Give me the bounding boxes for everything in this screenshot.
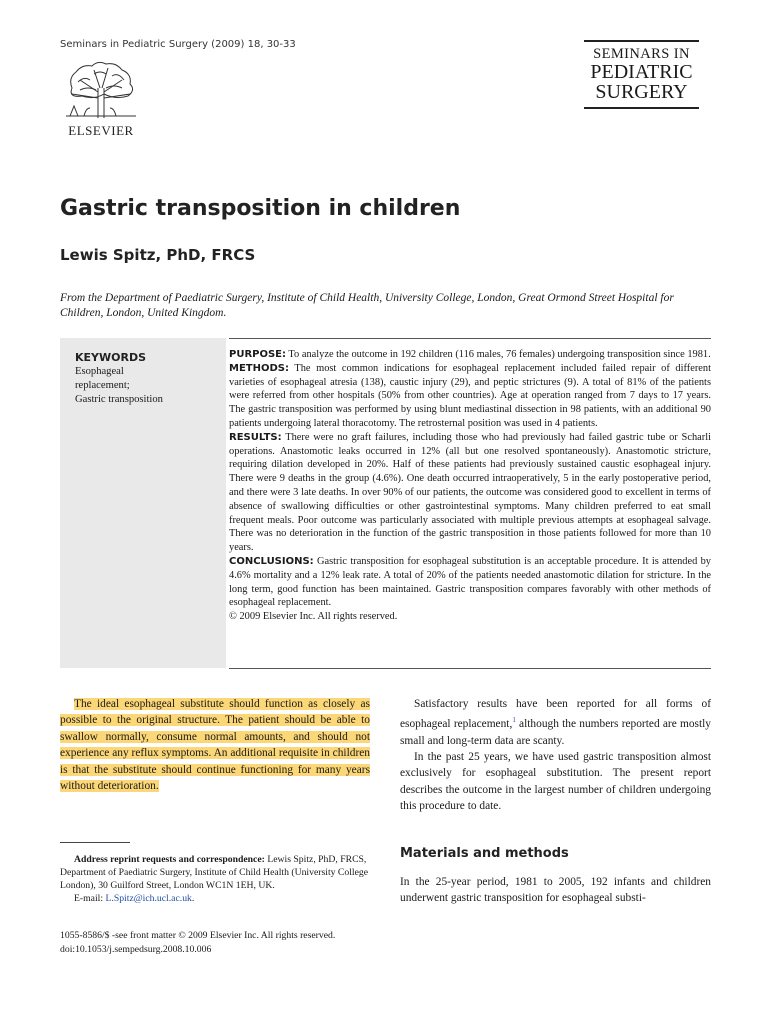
body-column-right	[400, 696, 711, 815]
highlighted-text: The ideal esophageal substitute should function as closely as possible to the original structure. The patient should be able to swallow normally, consume normal amounts, and should not experience any reflux symptoms. An additional requisite in children is that the substitute should continue functioning for many years without deterioration.	[60, 698, 370, 793]
journal-masthead	[584, 40, 699, 109]
issn-footer	[60, 929, 380, 957]
article-author: Lewis Spitz, PhD, FRCS	[60, 246, 256, 264]
right-paragraph-2: In the past 25 years, we have used gastric transposition almost exclusively for esophageal substitution. The present report describes the outcome in the largest number of children undergoing this procedure to date.	[400, 751, 711, 813]
keyword-item: Gastric transposition	[75, 394, 163, 405]
doi-line: doi:10.1053/j.sempedsurg.2008.10.006	[60, 944, 212, 955]
email-link[interactable]: L.Spitz@ich.ucl.ac.uk	[105, 893, 192, 904]
correspondence-footnote	[60, 853, 370, 905]
email-end: .	[191, 893, 195, 904]
keyword-item: Esophageal	[75, 366, 124, 377]
abstract-methods	[229, 362, 711, 431]
purpose-label: PURPOSE:	[229, 349, 287, 360]
elsevier-logo	[58, 58, 144, 139]
author-affiliation: From the Department of Paediatric Surgery, Institute of Child Health, University College, London, Great Ormond Street Hospital for Children, London, United Kingdom.	[60, 292, 674, 319]
correspondence-address: Lewis Spitz, PhD, FRCS, Department of Paediatric Surgery, Institute of Child Health (University College London), 30 Guilford Street, London WC1N 1EH, UK.	[60, 854, 369, 891]
purpose-text: To analyze the outcome in 192 children (116 males, 76 females) undergoing transposition since 1981.	[286, 349, 711, 360]
keywords-list	[75, 365, 163, 407]
section-body	[400, 874, 711, 907]
journal-reference: Seminars in Pediatric Surgery (2009) 18, 30-33	[60, 39, 296, 50]
keyword-item: replacement;	[75, 380, 130, 391]
masthead-line-1: SEMINARS IN	[593, 46, 690, 62]
intro-paragraph	[60, 696, 370, 794]
methods-label: METHODS:	[229, 362, 289, 374]
masthead-rule-bottom	[584, 107, 699, 109]
publisher-wordmark: ELSEVIER	[68, 123, 134, 138]
masthead-rule-top	[584, 40, 699, 42]
issn-line: 1055-8586/$ -see front matter © 2009 Elsevier Inc. All rights reserved.	[60, 930, 336, 941]
body-column-left	[60, 696, 370, 794]
reference-link[interactable]: 1	[512, 716, 516, 725]
results-label: RESULTS:	[229, 431, 282, 443]
abstract-copyright: © 2009 Elsevier Inc. All rights reserved.	[229, 611, 398, 623]
correspondence-label: Address reprint requests and correspondence:	[74, 854, 265, 865]
section-paragraph-1: In the 25-year period, 1981 to 2005, 192 infants and children underwent gastric transposition for esophageal substi-	[400, 876, 711, 905]
keywords-heading: KEYWORDS	[75, 351, 147, 364]
results-text: There were no graft failures, including those who had previously had failed gastric tube or Scharli operations. Anastomotic leaks occurred in 12% (all but one resolved spontaneously). Anastomotic stricture, requiring dilation developed in 20%. Half of these patients had previously sustained caustic esophageal injury. There were 9 deaths in the group (4.6%). One death occurred intraoperatively, 5 in the early postoperative period, and there were 3 late deaths. In over 90% of our patients, the outcome was considered good to excellent in terms of absence of swallowing difficulties or other gastrointestinal symptoms. Many children preferred to eat small frequent meals. Poor outcome was particularly associated with multiple previous attempts at esophageal salvage. There was no deterioration in the function of the gastric transposition in those patients followed for more than 10 years.	[229, 431, 711, 554]
abstract-results	[229, 431, 711, 555]
section-heading: Materials and methods	[400, 846, 569, 861]
right-p1-text-end: although the numbers reported are mostly small and long-term data are scanty.	[400, 718, 711, 747]
footnote-rule	[60, 842, 130, 843]
article-title: Gastric transposition in children	[60, 196, 461, 221]
tree-logo-icon	[58, 58, 144, 120]
masthead-line-2: PEDIATRIC	[590, 60, 693, 83]
right-paragraph-1	[400, 696, 711, 749]
right-p1-text: Satisfactory results have been reported for all forms of esophageal replacement,	[400, 698, 711, 731]
abstract-purpose	[229, 348, 711, 362]
conclusions-text: Gastric transposition for esophageal substitution is an acceptable procedure. It is attended by 4.6% mortality and a 12% leak rate. A total of 20% of the patients needed anastomotic dilation for stricture. In the long term, good function has been maintained. Gastric transposition compares favorably with other methods of esophageal replacement.	[229, 555, 711, 609]
abstract-rule-top	[229, 338, 711, 339]
email-line	[60, 892, 370, 905]
masthead-line-3: SURGERY	[595, 80, 688, 103]
correspondence-text	[60, 853, 370, 892]
abstract-conclusions	[229, 555, 711, 610]
conclusions-label: CONCLUSIONS:	[229, 555, 314, 567]
email-label: E-mail:	[74, 893, 106, 904]
methods-text: The most common indications for esophageal replacement included failed repair of different varieties of esophageal atresia (138), caustic injury (29), and peptic strictures (9). A total of 81% of the patients were referred from other hospitals (50% from other countries). Age at operation ranged from 7 days to 17 years. The gastric transposition was performed by using blunt mediastinal dissection in 98 patients, with an additional 90 patients undergoing lateral thoracotomy. The retrosternal position was used in 4 patients.	[229, 362, 711, 429]
abstract	[229, 348, 711, 624]
abstract-rule-bottom	[229, 668, 711, 669]
